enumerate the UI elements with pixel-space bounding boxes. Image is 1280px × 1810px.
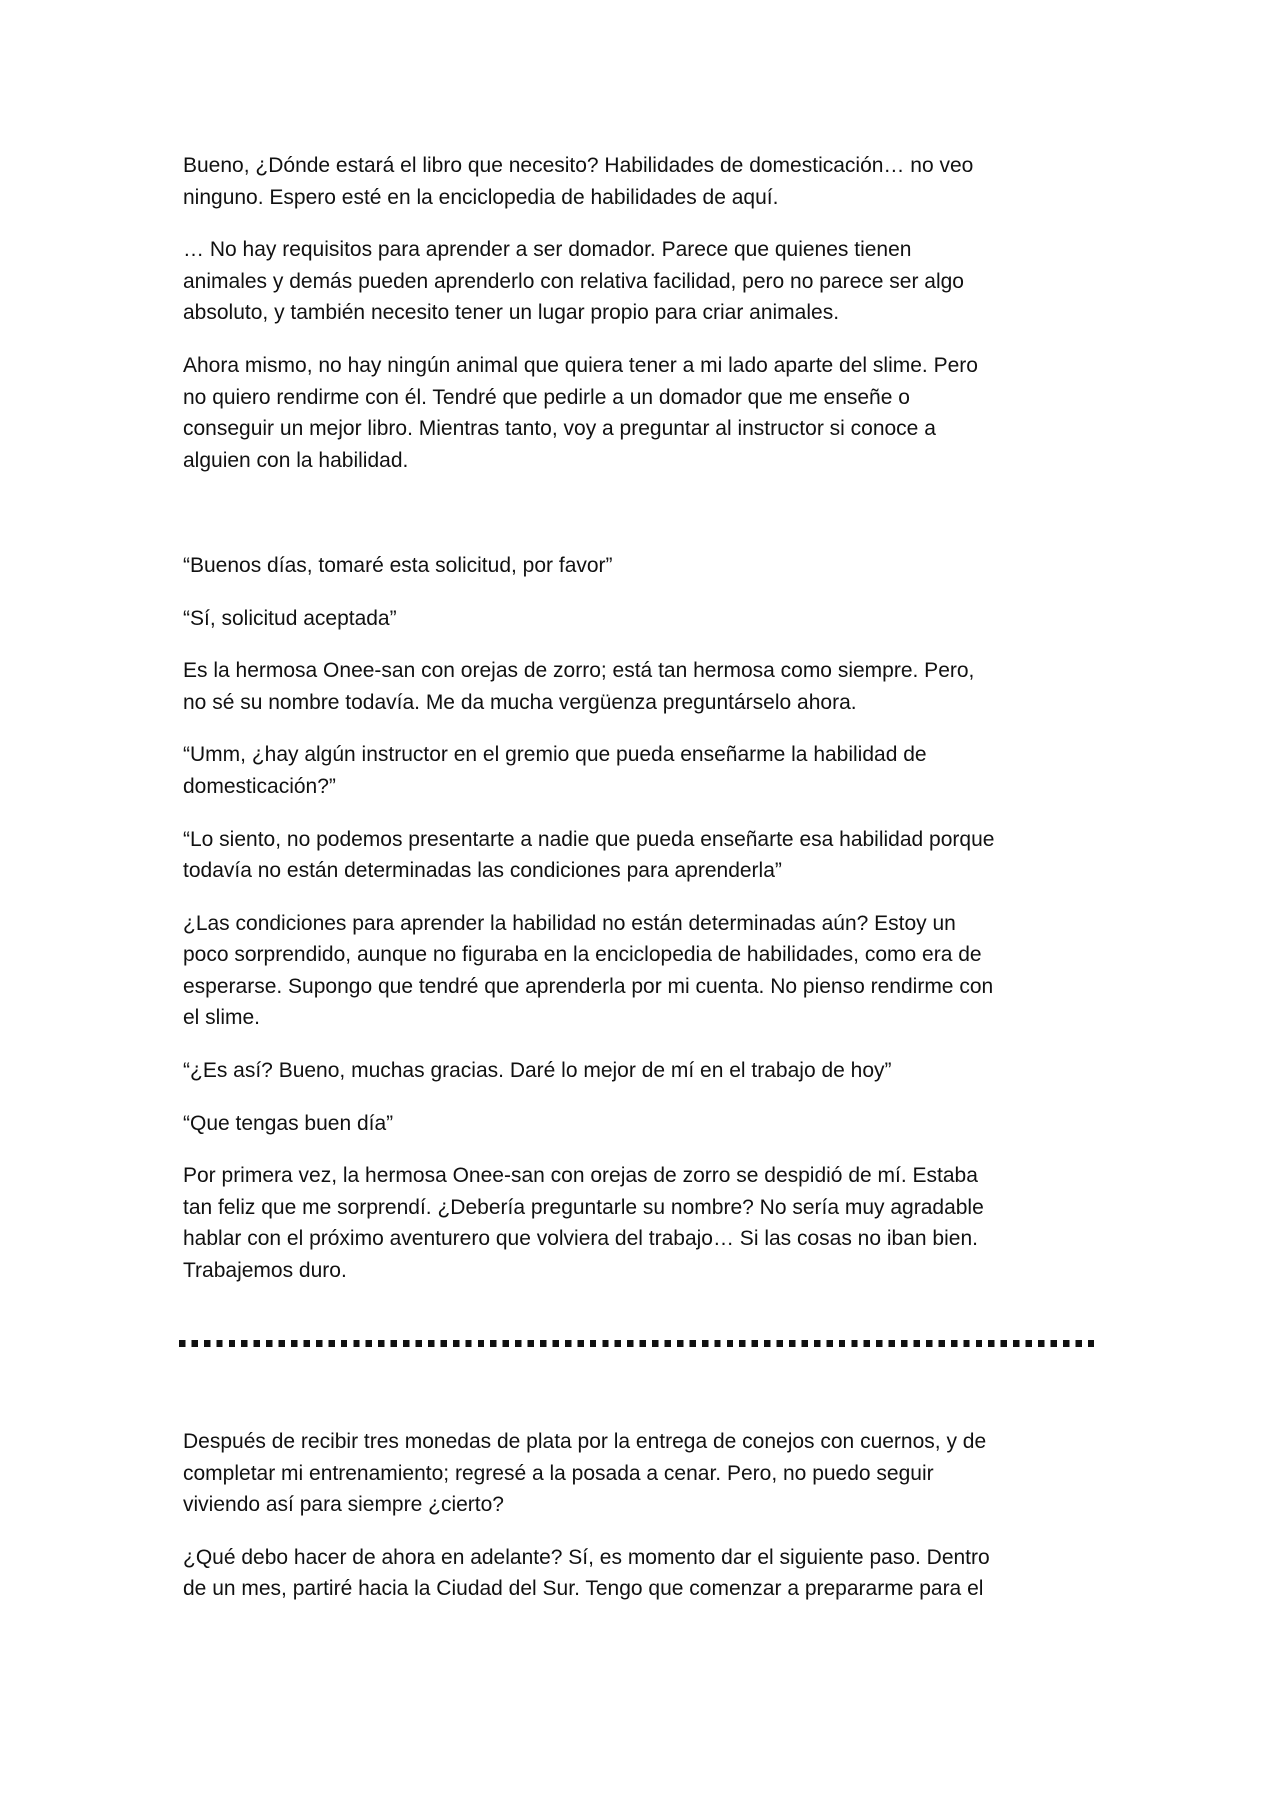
- narration-paragraph: [183, 350, 1143, 476]
- dialogue-paragraph: [183, 550, 1143, 582]
- text-line: Trabajemos duro.: [183, 1259, 347, 1283]
- dialogue-paragraph: [183, 603, 1143, 635]
- text-line: completar mi entrenamiento; regresé a la posada a cenar. Pero, no puedo seguir: [183, 1461, 934, 1485]
- text-line: “Buenos días, tomaré esta solicitud, por favor”: [183, 553, 613, 577]
- text-line: no quiero rendirme con él. Tendré que pedirle a un domador que me enseñe o: [183, 385, 910, 409]
- narration-paragraph: [183, 908, 1143, 1034]
- text-line: viviendo así para siempre ¿cierto?: [183, 1493, 504, 1517]
- text-line: Por primera vez, la hermosa Onee-san con orejas de zorro se despidió de mí. Estaba: [183, 1164, 978, 1188]
- text-line: hablar con el próximo aventurero que volviera del trabajo… Si las cosas no iban bien.: [183, 1227, 978, 1251]
- text-line: ninguno. Espero esté en la enciclopedia de habilidades de aquí.: [183, 185, 779, 209]
- text-line: Después de recibir tres monedas de plata por la entrega de conejos con cuernos, y de: [183, 1430, 987, 1453]
- text-line: “Que tengas buen día”: [183, 1111, 394, 1135]
- text-line: ¿Las condiciones para aprender la habilidad no están determinadas aún? Estoy un: [183, 911, 956, 935]
- text-line: “¿Es así? Bueno, muchas gracias. Daré lo mejor de mí en el trabajo de hoy”: [183, 1059, 892, 1083]
- text-line: domesticación?”: [183, 774, 336, 798]
- text-line: poco sorprendido, aunque no figuraba en la enciclopedia de habilidades, como era de: [183, 943, 982, 967]
- text-line: conseguir un mejor libro. Mientras tanto, voy a preguntar al instructor si conoce a: [183, 417, 936, 441]
- text-line: “Umm, ¿hay algún instructor en el gremio que pueda enseñarme la habilidad de: [183, 743, 927, 767]
- text-line: absoluto, y también necesito tener un lugar propio para criar animales.: [183, 301, 840, 325]
- narration-paragraph: [183, 150, 1143, 213]
- dialogue-paragraph: [183, 739, 1143, 802]
- scene-break-divider: [179, 1340, 1100, 1347]
- text-line: Ahora mismo, no hay ningún animal que quiera tener a mi lado aparte del slime. Pero: [183, 353, 978, 377]
- text-line: Es la hermosa Onee-san con orejas de zorro; está tan hermosa como siempre. Pero,: [183, 659, 975, 683]
- text-line: “Sí, solicitud aceptada”: [183, 606, 397, 630]
- narration-paragraph: [183, 1542, 1143, 1605]
- text-section-after-divider: [183, 1426, 1143, 1626]
- blank-paragraph: [183, 497, 1143, 529]
- dialogue-paragraph: [183, 1055, 1143, 1087]
- dialogue-paragraph: [183, 1108, 1143, 1140]
- text-line: Bueno, ¿Dónde estará el libro que necesito? Habilidades de domesticación… no veo: [183, 154, 974, 177]
- text-line: tan feliz que me sorprendí. ¿Debería preguntarle su nombre? No sería muy agradable: [183, 1195, 984, 1219]
- text-line: no sé su nombre todavía. Me da mucha vergüenza preguntárselo ahora.: [183, 690, 857, 714]
- text-line: ¿Qué debo hacer de ahora en adelante? Sí, es momento dar el siguiente paso. Dentro: [183, 1545, 990, 1569]
- narration-paragraph: [183, 234, 1143, 329]
- narration-paragraph: [183, 1160, 1143, 1286]
- text-line: “Lo siento, no podemos presentarte a nadie que pueda enseñarte esa habilidad porque: [183, 827, 995, 851]
- text-line: todavía no están determinadas las condiciones para aprenderla”: [183, 859, 782, 883]
- text-section-before-divider: [183, 150, 1143, 1308]
- text-line: esperarse. Supongo que tendré que aprenderla por mi cuenta. No pienso rendirme con: [183, 974, 994, 998]
- narration-paragraph: [183, 1426, 1143, 1521]
- narration-paragraph: [183, 655, 1143, 718]
- text-line: animales y demás pueden aprenderlo con relativa facilidad, pero no parece ser algo: [183, 269, 964, 293]
- dialogue-paragraph: [183, 824, 1143, 887]
- text-line: el slime.: [183, 1006, 261, 1030]
- text-line: alguien con la habilidad.: [183, 448, 409, 472]
- text-line: de un mes, partiré hacia la Ciudad del Sur. Tengo que comenzar a prepararme para el: [183, 1577, 984, 1601]
- text-line: … No hay requisitos para aprender a ser domador. Parece que quienes tienen: [183, 238, 912, 262]
